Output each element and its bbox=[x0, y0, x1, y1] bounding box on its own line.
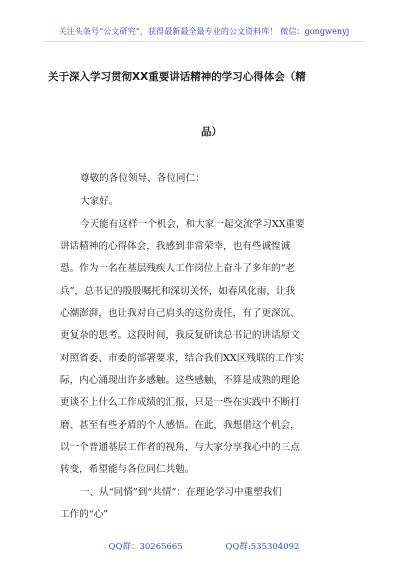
paragraph-line: 更复杂的思考。这段时间，我反复研读总书记的讲话原文 bbox=[60, 330, 300, 341]
paragraph-line: 今天能有这样一个机会，和大家一起交流学习XX重要 bbox=[80, 219, 305, 230]
paragraph-line: 更谈不上什么工作成绩的汇报，只是一些在实践中不断打 bbox=[60, 397, 300, 408]
paragraph-line: 心潮澎湃，也让我对自己肩头的这份责任，有了更深沉、 bbox=[60, 308, 300, 319]
paragraph-line: 以一个普通基层工作者的视角，与大家分享我心中的三点 bbox=[60, 442, 300, 453]
greeting: 大家好。 bbox=[80, 196, 119, 207]
footer-contact bbox=[0, 540, 408, 552]
paragraph-line: 兵”，总书记的殷殷嘱托和深切关怀，如春风化雨，让我 bbox=[60, 286, 296, 297]
paragraph-line: 讲话精神的心得体会，我感到非常荣幸，也有些诚惶诚 bbox=[60, 241, 291, 252]
paragraph-line: 磨、甚至有些矛盾的个人感悟。在此，我想借这个机会， bbox=[60, 420, 300, 431]
paragraph-line: 对照省委、市委的部署要求，结合我们XX区残联的工作实 bbox=[60, 353, 304, 364]
document-title-continued: 品） bbox=[201, 126, 222, 138]
document-title: 关于深入学习贯彻XX重要讲话精神的学习心得体会（精 bbox=[48, 71, 306, 83]
salutation: 尊敬的各位领导、各位同仁： bbox=[80, 173, 205, 184]
paragraph-line: 际，内心涌现出许多感触。这些感触，不算是成熟的理论 bbox=[60, 375, 300, 386]
header-banner: 关注头条号“公文研究”，获得最新最全最专业的公文资料库！ 微信：gongwenyj bbox=[58, 27, 350, 36]
paragraph-line: 转变，希望能与各位同仁共勉。 bbox=[60, 464, 195, 475]
section-heading-line: 一、从“同情”到“共情”：在理论学习中重塑我们 bbox=[80, 487, 282, 498]
qq-group-1: QQ群：30265665 bbox=[108, 542, 183, 552]
document-body bbox=[60, 0, 350, 580]
qq-group-2: QQ群:535304092 bbox=[225, 542, 300, 552]
section-heading-line: 工作的“心” bbox=[60, 509, 109, 520]
paragraph-line: 恐。作为一名在基层残疾人工作岗位上奋斗了多年的“老 bbox=[60, 263, 296, 274]
